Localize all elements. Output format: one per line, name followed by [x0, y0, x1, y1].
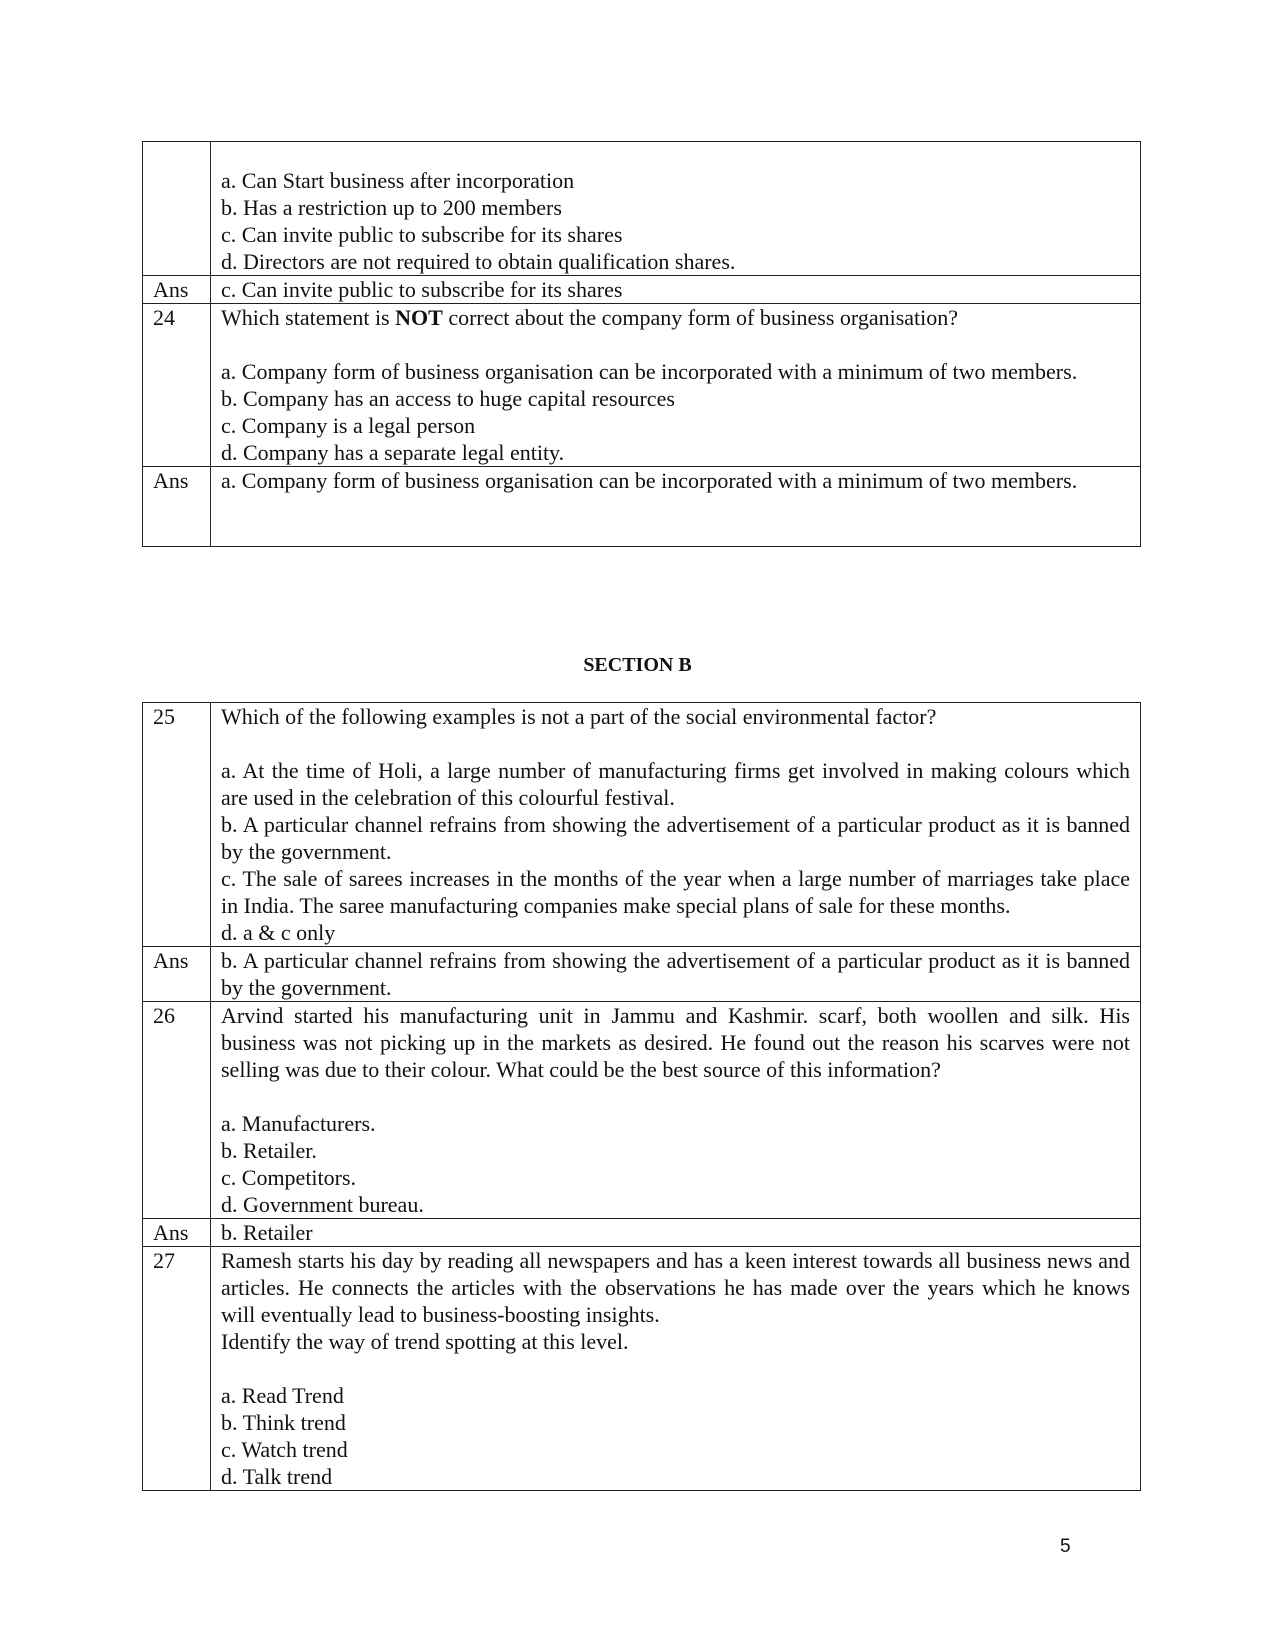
answer-label: Ans: [143, 276, 211, 304]
question-text: Arvind started his manufacturing unit in Jammu and Kashmir. scarf, both woollen and silk. His business was not picking up in the markets as desired. He found out the reason his scarves were not selling was due to their colour. What could be the best source of this information?: [221, 1003, 1130, 1082]
question-options-cell: [211, 142, 1141, 276]
question-text: [221, 304, 1130, 331]
question-text-post: correct about the company form of business organisation?: [442, 305, 959, 330]
option-c: c. Can invite public to subscribe for its shares: [221, 222, 623, 247]
answer-label: Ans: [143, 1219, 211, 1247]
option-d: d. Company has a separate legal entity.: [221, 440, 565, 465]
table-row: [143, 1219, 1141, 1247]
option-a: a. Read Trend: [221, 1383, 344, 1408]
option-c: c. Company is a legal person: [221, 413, 476, 438]
answer-label: Ans: [143, 467, 211, 547]
table-row: [143, 1247, 1141, 1491]
question-text: Which of the following examples is not a part of the social environmental factor?: [221, 704, 937, 729]
option-b: b. A particular channel refrains from showing the advertisement of a particular product as it is banned by the government.: [221, 812, 1130, 864]
question-cell: [211, 304, 1141, 467]
table-row: [143, 1002, 1141, 1219]
question-cell: [211, 1247, 1141, 1491]
option-d: d. Directors are not required to obtain qualification shares.: [221, 249, 736, 274]
question-instruction: Identify the way of trend spotting at this level.: [221, 1329, 629, 1354]
table-row: [143, 703, 1141, 947]
answer-text: a. Company form of business organisation can be incorporated with a minimum of two members.: [211, 467, 1141, 547]
question-number: 25: [143, 703, 211, 947]
question-number: 24: [143, 304, 211, 467]
table-row: [143, 467, 1141, 547]
question-table-top: [142, 141, 1141, 547]
table-row: [143, 142, 1141, 276]
question-number-cell: [143, 142, 211, 276]
question-number: 26: [143, 1002, 211, 1219]
option-b: b. Has a restriction up to 200 members: [221, 195, 562, 220]
option-a: a. Can Start business after incorporation: [221, 168, 575, 193]
option-d: d. a & c only: [221, 920, 336, 945]
question-cell: [211, 1002, 1141, 1219]
question-table-section-b: [142, 702, 1141, 1491]
option-a: a. At the time of Holi, a large number of manufacturing firms get involved in making colours which are used in the celebration of this colourful festival.: [221, 758, 1130, 810]
section-title: SECTION B: [583, 654, 692, 676]
table-row: [143, 947, 1141, 1002]
answer-text: b. Retailer: [211, 1219, 1141, 1247]
option-d: d. Talk trend: [221, 1464, 333, 1489]
question-text-emphasis: NOT: [395, 305, 443, 330]
answer-text: b. A particular channel refrains from showing the advertisement of a particular product as it is banned by the government.: [211, 947, 1141, 1002]
answer-text: c. Can invite public to subscribe for its shares: [211, 276, 1141, 304]
option-b: b. Retailer.: [221, 1138, 317, 1163]
option-b: b. Think trend: [221, 1410, 346, 1435]
question-number: 27: [143, 1247, 211, 1491]
option-a: a. Manufacturers.: [221, 1111, 376, 1136]
option-c: c. Competitors.: [221, 1165, 357, 1190]
table-row: [143, 276, 1141, 304]
question-cell: [211, 703, 1141, 947]
page-number: 5: [1060, 1536, 1071, 1557]
table-row: [143, 304, 1141, 467]
answer-label: Ans: [143, 947, 211, 1002]
option-d: d. Government bureau.: [221, 1192, 424, 1217]
question-text: Ramesh starts his day by reading all newspapers and has a keen interest towards all business news and articles. He connects the articles with the observations he has made over the years which he knows will eventually lead to business-boosting insights.: [221, 1248, 1130, 1327]
option-a: a. Company form of business organisation can be incorporated with a minimum of two members.: [221, 359, 1078, 384]
option-b: b. Company has an access to huge capital resources: [221, 386, 675, 411]
question-text-pre: Which statement is: [221, 305, 396, 330]
option-c: c. Watch trend: [221, 1437, 348, 1462]
option-c: c. The sale of sarees increases in the months of the year when a large number of marriages take place in India. The saree manufacturing companies make special plans of sale for these months.: [221, 866, 1130, 918]
